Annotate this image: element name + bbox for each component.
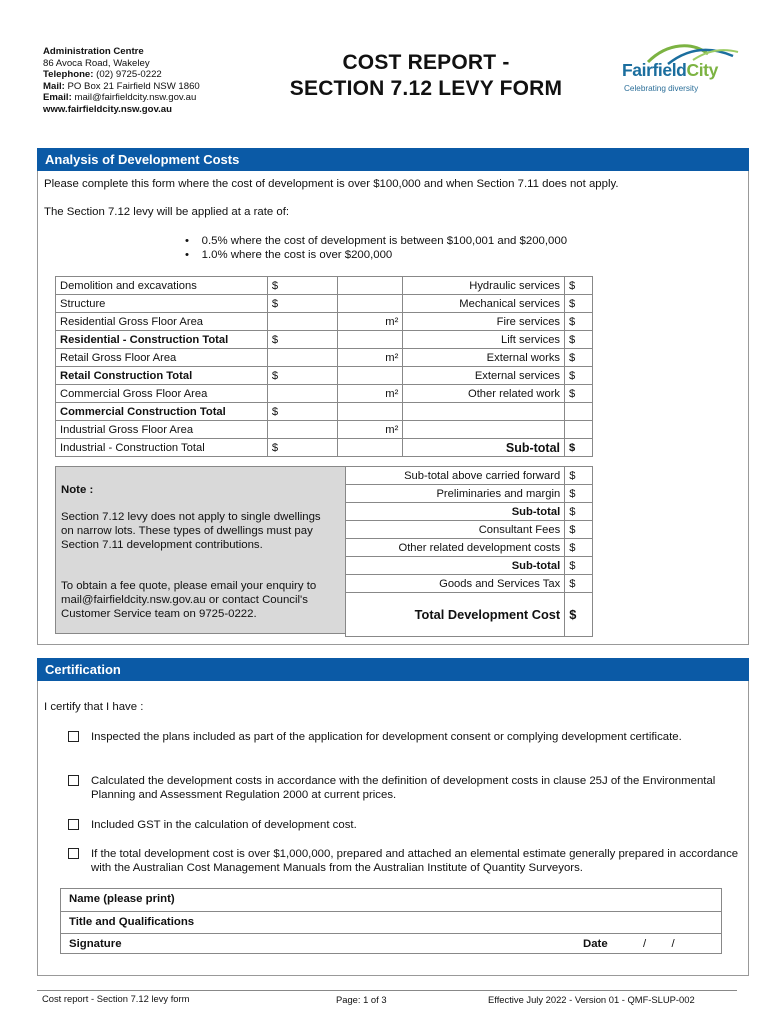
area-cell[interactable] <box>337 331 403 349</box>
cost-label: Fire services <box>403 313 565 331</box>
amount-cell[interactable] <box>565 421 593 439</box>
amount-cell[interactable]: $ <box>565 331 593 349</box>
summary-label: Consultant Fees <box>346 521 565 539</box>
rate-bullets <box>185 234 567 262</box>
area-cell[interactable]: m² <box>337 421 403 439</box>
table-row <box>56 439 593 457</box>
amount-cell[interactable]: $ <box>565 277 593 295</box>
cost-label: Industrial - Construction Total <box>56 439 268 457</box>
analysis-heading: Analysis of Development Costs <box>37 148 749 171</box>
table-row <box>346 539 593 557</box>
amount-cell[interactable]: $ <box>267 439 337 457</box>
area-cell[interactable]: m² <box>337 349 403 367</box>
summary-label: Sub-total above carried forward <box>346 467 565 485</box>
amount-cell[interactable]: $ <box>565 467 593 485</box>
area-cell[interactable]: m² <box>337 313 403 331</box>
certify-item: Included GST in the calculation of development cost. <box>68 818 728 832</box>
amount-cell[interactable]: $ <box>565 367 593 385</box>
cost-label: Commercial Gross Floor Area <box>56 385 268 403</box>
amount-cell[interactable]: $ <box>267 367 337 385</box>
area-cell[interactable] <box>337 295 403 313</box>
amount-cell[interactable] <box>565 403 593 421</box>
org-name: Administration Centre <box>43 46 144 57</box>
certify-item: Inspected the plans included as part of the application for development consent or complying development certificate. <box>68 730 728 744</box>
cost-label: Hydraulic services <box>403 277 565 295</box>
amount-cell[interactable]: $ <box>267 295 337 313</box>
analysis-intro: Please complete this form where the cost of development is over $100,000 and when Section 7.11 does not apply. <box>44 178 619 190</box>
fairfield-city-logo <box>618 40 738 100</box>
table-row <box>56 313 593 331</box>
website-link[interactable]: www.fairfieldcity.nsw.gov.au <box>43 103 173 115</box>
certification-heading: Certification <box>37 658 749 681</box>
footer-rule <box>37 990 737 991</box>
table-row <box>56 349 593 367</box>
list-item: • 1.0% where the cost is over $200,000 <box>185 249 393 261</box>
table-row <box>56 421 593 439</box>
table-row <box>56 277 593 295</box>
cost-label: Residential - Construction Total <box>56 331 268 349</box>
amount-cell[interactable]: $ <box>565 313 593 331</box>
cost-label: Lift services <box>403 331 565 349</box>
date-label: Date <box>583 938 608 950</box>
amount-cell[interactable]: $ <box>267 331 337 349</box>
area-cell[interactable] <box>337 403 403 421</box>
table-row <box>346 575 593 593</box>
table-row <box>56 331 593 349</box>
amount-cell[interactable]: $ <box>565 295 593 313</box>
note-panel <box>55 466 346 634</box>
amount-cell[interactable]: $ <box>565 485 593 503</box>
subtotal-label: Sub-total <box>403 439 565 457</box>
note-title: Note : <box>61 484 94 496</box>
footer-form-name: Cost report - Section 7.12 levy form <box>42 993 190 1004</box>
table-row <box>56 385 593 403</box>
summary-label: Goods and Services Tax <box>346 575 565 593</box>
logo-wordmark: FairfieldCity <box>622 60 718 80</box>
certify-item: Calculated the development costs in accordance with the definition of development costs in clause 25J of the Environmental Planning and Assessment Regulation 2000 at current prices. <box>68 774 728 802</box>
amount-cell[interactable]: $ <box>565 349 593 367</box>
email-line: Email: mail@fairfieldcity.nsw.gov.au <box>43 92 197 104</box>
cost-label: Retail Gross Floor Area <box>56 349 268 367</box>
amount-cell[interactable]: $ <box>565 539 593 557</box>
amount-cell[interactable]: $ <box>267 277 337 295</box>
amount-cell[interactable] <box>267 313 337 331</box>
total-label: Total Development Cost <box>346 593 565 637</box>
amount-cell[interactable]: $ <box>565 521 593 539</box>
cost-breakdown-table <box>55 276 593 457</box>
signature-block <box>60 888 722 954</box>
table-row <box>346 467 593 485</box>
area-cell[interactable] <box>337 439 403 457</box>
summary-label: Sub-total <box>346 503 565 521</box>
summary-label: Preliminaries and margin <box>346 485 565 503</box>
amount-cell[interactable]: $ <box>565 439 593 457</box>
cost-label <box>403 403 565 421</box>
cost-label: Structure <box>56 295 268 313</box>
table-row <box>56 367 593 385</box>
summary-label: Other related development costs <box>346 539 565 557</box>
table-row <box>56 295 593 313</box>
rate-intro: The Section 7.12 levy will be applied at a rate of: <box>44 206 290 218</box>
amount-cell[interactable]: $ <box>565 557 593 575</box>
amount-cell[interactable] <box>267 349 337 367</box>
page-title: COST REPORT - SECTION 7.12 LEVY FORM <box>289 51 563 100</box>
area-cell[interactable] <box>337 277 403 295</box>
table-row <box>346 593 593 637</box>
amount-cell[interactable]: $ <box>565 503 593 521</box>
amount-cell[interactable] <box>267 421 337 439</box>
note-paragraph: Section 7.12 levy does not apply to single dwellings on narrow lots. These types of dwellings must pay Section 7.11 development contributions. <box>61 511 321 551</box>
cost-label: External works <box>403 349 565 367</box>
table-row <box>346 503 593 521</box>
amount-cell[interactable] <box>267 385 337 403</box>
cost-label: Demolition and excavations <box>56 277 268 295</box>
date-field[interactable]: / / <box>643 938 675 950</box>
signature-field[interactable]: Signature Date / / <box>61 934 721 955</box>
checkbox[interactable] <box>68 848 79 859</box>
summary-label: Sub-total <box>346 557 565 575</box>
cost-label: Commercial Construction Total <box>56 403 268 421</box>
cost-label: Other related work <box>403 385 565 403</box>
council-address <box>43 46 200 116</box>
mail-line: Mail: PO Box 21 Fairfield NSW 1860 <box>43 80 200 92</box>
checkbox[interactable] <box>68 775 79 786</box>
amount-cell[interactable]: $ <box>267 403 337 421</box>
certification-intro: I certify that I have : <box>44 701 144 713</box>
cost-label: External services <box>403 367 565 385</box>
total-amount-cell[interactable]: $ <box>565 593 593 637</box>
list-item: • 0.5% where the cost of development is between $100,001 and $200,000 <box>185 235 568 247</box>
checkbox[interactable] <box>68 731 79 742</box>
amount-cell[interactable]: $ <box>565 385 593 403</box>
checkbox[interactable] <box>68 819 79 830</box>
footer-version: Effective July 2022 - Version 01 - QMF-SLUP-002 <box>488 994 695 1005</box>
cost-label: Retail Construction Total <box>56 367 268 385</box>
title-field[interactable]: Title and Qualifications <box>61 912 721 934</box>
amount-cell[interactable]: $ <box>565 575 593 593</box>
certify-item: If the total development cost is over $1,000,000, prepared and attached an elemental estimate generally prepared in accordance with the Australian Cost Management Manuals from the Australian Institute of Quantity Surveyors. <box>68 847 746 875</box>
note-paragraph: To obtain a fee quote, please email your enquiry to mail@fairfieldcity.nsw.gov.au or contact Council's Customer Service team on 9725-0222. <box>61 580 317 620</box>
cost-label: Mechanical services <box>403 295 565 313</box>
table-row <box>346 485 593 503</box>
footer-page-number: Page: 1 of 3 <box>336 994 387 1005</box>
area-cell[interactable]: m² <box>337 385 403 403</box>
cost-label: Residential Gross Floor Area <box>56 313 268 331</box>
name-field[interactable]: Name (please print) <box>61 889 721 912</box>
table-row <box>56 403 593 421</box>
telephone-line: Telephone: (02) 9725-0222 <box>43 69 162 81</box>
area-cell[interactable] <box>337 367 403 385</box>
logo-tagline: Celebrating diversity <box>624 84 699 93</box>
table-row <box>346 557 593 575</box>
summary-table <box>345 466 593 637</box>
cost-label <box>403 421 565 439</box>
table-row <box>346 521 593 539</box>
street-address: 86 Avoca Road, Wakeley <box>43 57 150 69</box>
cost-label: Industrial Gross Floor Area <box>56 421 268 439</box>
